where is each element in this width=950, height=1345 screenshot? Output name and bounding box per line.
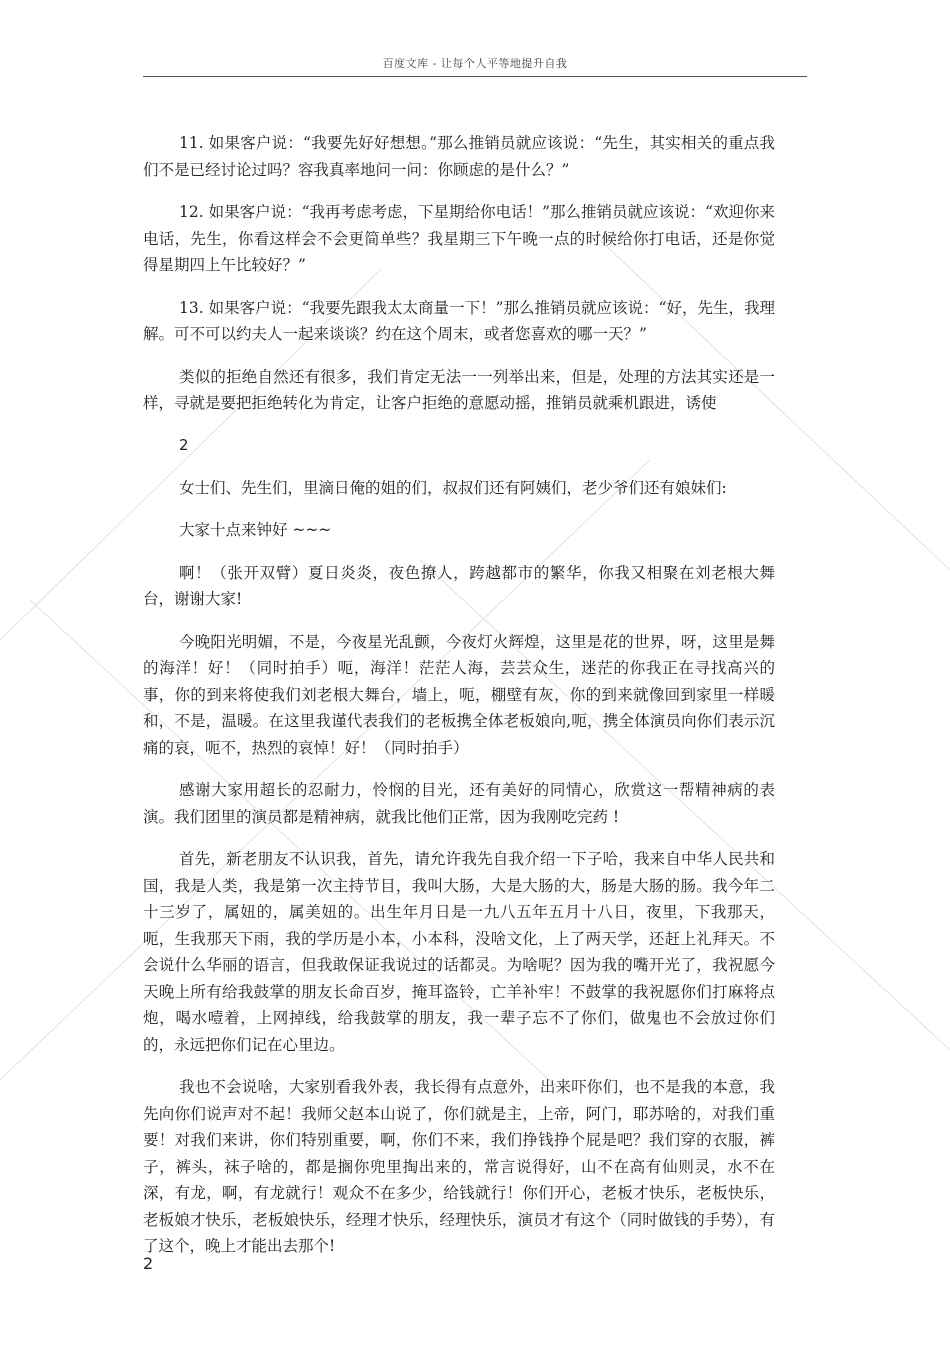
page-number: 2 — [143, 1254, 154, 1273]
page-header-title: 百度文库 - 让每个人平等地提升自我 — [382, 57, 568, 70]
paragraph-nothing: 我也不会说啥，大家别看我外表，我长得有点意外，出来吓你们，也不是我的本意，我先向你们说声对不起！我师父赵本山说了，你们就是主，上帝，阿门，耶苏啥的，对我们重要！对我们来讲，你们特别重要，啊，你们不来，我们挣钱挣个屁是吧？我们穿的衣服，裤子，裤头，袜子啥的，都是搁你兜里掏出来的，常言说得好，山不在高有仙则灵，水不在深，有龙，啊，有龙就行！观众不在多少，给钱就行！你们开心，老板才快乐，老板快乐，老板娘才快乐，老板娘快乐，经理才快乐，经理快乐，演员才有这个（同时做钱的手势），有了这个，晚上才能出去那个! — [143, 1078, 775, 1255]
paragraph-12: 12. 如果客户说：“我再考虑考虑，下星期给你电话！”那么推销员就应该说：“欢迎你来电话，先生，你看这样会不会更简单些？我星期三下午晚一点的时候给你打电话，还是你觉得星期四上午比较好？” — [143, 203, 775, 274]
section-number: 2 — [179, 435, 189, 454]
paragraph-summary: 类似的拒绝自然还有很多，我们肯定无法一一列举出来，但是，处理的方法其实还是一样，寻就是要把拒绝转化为肯定，让客户拒绝的意愿动摇，推销员就乘机跟进，诱使 — [143, 367, 775, 412]
paragraph-greeting: 女士们、先生们，里滴日俺的姐的们，叔叔们还有阿姨们，老少爷们还有娘妹们: — [179, 478, 727, 497]
paragraph-11: 11. 如果客户说：“我要先好好想想。”那么推销员就应该说：“先生，其实相关的重点我们不是已经讨论过吗？容我真率地问一问：你顾虑的是什么？” — [143, 134, 775, 179]
paragraph-hello: 大家十点来钟好 ~~~ — [179, 521, 332, 539]
paragraph-thanks: 感谢大家用超长的忍耐力，怜悯的目光，还有美好的同情心，欣赏这一帮精神病的表演。我们团里的演员都是精神病，就我比他们正常，因为我刚吃完药 ! — [143, 781, 775, 826]
document-body — [143, 130, 775, 1276]
paragraph-ah: 啊！（张开双臂）夏日炎炎，夜色撩人，跨越都市的繁华，你我又相聚在刘老根大舞台，谢谢大家! — [143, 563, 775, 608]
header-divider — [143, 76, 807, 77]
paragraph-13: 13. 如果客户说：“我要先跟我太太商量一下！”那么推销员就应该说：“好，先生，我理解。可不可以约夫人一起来谈谈？约在这个周末，或者您喜欢的哪一天？” — [143, 298, 775, 343]
paragraph-intro: 首先，新老朋友不认识我，首先，请允许我先自我介绍一下子哈，我来自中华人民共和国，我是人类，我是第一次主持节目，我叫大肠，大是大肠的大，肠是大肠的肠。我今年二十三岁了，属妞的，属美妞的。出生年月日是一九八五年五月十八日，夜里，下我那天，呃，生我那天下雨，我的学历是小本，小本科，没啥文化，上了两天学，还赶上礼拜天。不会说什么华丽的语言，但我敢保证我说过的话都灵。为啥呢？因为我的嘴开光了，我祝愿今天晚上所有给我鼓掌的朋友长命百岁，掩耳盗铃，亡羊补牢！不鼓掌的我祝愿你们打麻将点炮，喝水噎着，上网掉线，给我鼓掌的朋友，我一辈子忘不了你们，做鬼也不会放过你们的，永远把你们记在心里边。 — [143, 850, 775, 1054]
paragraph-tonight: 今晚阳光明媚，不是，今夜星光乱颤，今夜灯火辉煌，这里是花的世界，呀，这里是舞的海洋！好！（同时拍手）呃，海洋！茫茫人海，芸芸众生，迷茫的你我正在寻找高兴的事，你的到来将使我们刘老根大舞台，墙上，呃，棚壁有灰，你的到来就像回到家里一样暖和，不是，温暖。在这里我谨代表我们的老板携全体老板娘向,呃，携全体演员向你们表示沉痛的哀，呃不，热烈的哀悼！好！（同时拍手） — [143, 632, 775, 757]
